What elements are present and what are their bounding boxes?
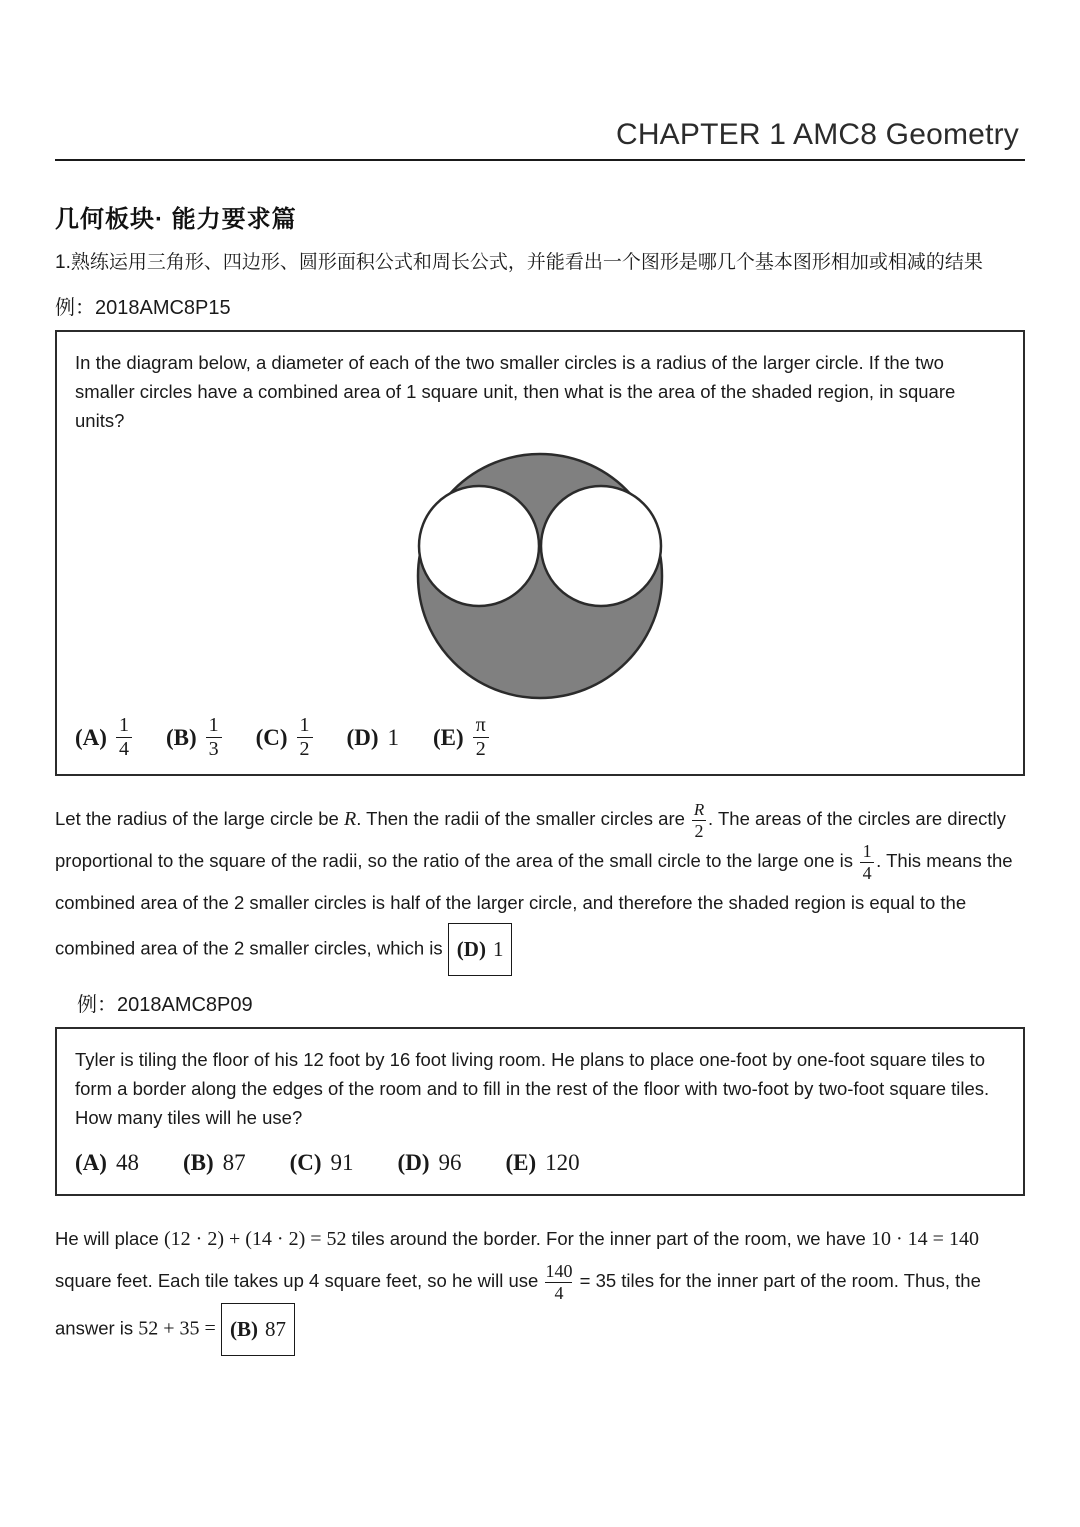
boxed-answer-value: 1 — [492, 936, 504, 961]
choice-e-letter: (E) — [505, 1150, 537, 1176]
choice-e-value: 120 — [545, 1150, 580, 1176]
choice-e-value: $\frac{\pi}{2}$ — [473, 715, 489, 760]
problem-1-choices — [75, 715, 1005, 760]
solution-1-part3: . The areas of the circles are directly proportional to the square of the radii, so the ratio of the area of the small circle to the large one is — [55, 808, 1006, 872]
problem-2-choices — [75, 1150, 1005, 1176]
circles-diagram-svg — [415, 451, 665, 701]
problem-1-boxed-answer — [448, 923, 513, 976]
choice-c-value: $\frac{1}{2}$ — [297, 715, 313, 760]
solution-2-part3: square feet. Each tile takes up 4 square feet, so he will use — [55, 1270, 544, 1292]
problem-2-statement: Tyler is tiling the floor of his 12 foot by 16 foot living room. He plans to place one-foot by one-foot square tiles to form a border along the edges of the room and to fill in the rest of the floor with two-foot by two-foot square tiles. How many tiles will he use? — [75, 1048, 990, 1129]
header-divider — [55, 159, 1025, 161]
solution-1-fraction-r-over-2: $\frac{R}{2}$ — [693, 799, 705, 841]
boxed-answer-value: 87 — [264, 1316, 286, 1341]
solution-2-expr2: 10 · 14 = 140 — [871, 1228, 979, 1251]
choice-a-letter: (A) — [75, 1150, 107, 1176]
choice-c[interactable] — [290, 1150, 354, 1176]
problem-2-box — [55, 1027, 1025, 1197]
problem-2-label: 例：2018AMC8P09 — [77, 993, 253, 1016]
boxed-answer-letter: (D) — [456, 936, 486, 961]
choice-d[interactable] — [398, 1150, 462, 1176]
choice-d-letter: (D) — [346, 724, 379, 750]
problem-1-box — [55, 330, 1025, 777]
choice-b[interactable] — [183, 1150, 246, 1176]
solution-2-part4: = 35 tiles for the inner part of the room. Thus, the answer is — [55, 1270, 981, 1339]
solution-2-fraction-140-over-4: $\frac{140}{4}$ — [545, 1261, 573, 1303]
problem-1-solution — [55, 798, 1025, 975]
solution-2-expr1: (12 · 2) + (14 · 2) = 52 — [164, 1228, 347, 1251]
solution-1-var-R: R — [343, 808, 357, 831]
solution-2-part1: He will place — [55, 1228, 164, 1250]
choice-e-letter: (E) — [432, 724, 464, 750]
problem-1-figure — [75, 451, 1005, 701]
solution-1-part4: . This means the combined area of the 2 smaller circles is half of the larger circle, and therefore the shaded region is equal to the combined area of the 2 smaller circles, which is — [55, 850, 1013, 958]
choice-e[interactable] — [505, 1150, 579, 1176]
problem-2-boxed-answer — [221, 1303, 295, 1356]
choice-c-letter: (C) — [255, 724, 288, 750]
choice-b-value: $\frac{1}{3}$ — [206, 715, 222, 760]
problem-1-label: 例：2018AMC8P15 — [55, 296, 231, 319]
choice-d-value: 1 — [387, 724, 399, 750]
problem-1-statement: In the diagram below, a diameter of each of the two smaller circles is a radius of the larger circle. If the two smaller circles have a combined area of 1 square unit, then what is the area of the shaded region, in square units? — [75, 351, 956, 432]
solution-1-part2: . Then the radii of the smaller circles are — [356, 808, 691, 830]
choice-c[interactable] — [256, 715, 313, 760]
section-requirement: 1.熟练运用三角形、四边形、圆形面积公式和周长公式，并能看出一个图形是哪几个基本图形相加或相减的结果 — [55, 252, 983, 273]
choice-d-letter: (D) — [397, 1150, 430, 1176]
choice-a-value: 48 — [115, 1150, 139, 1176]
page-header — [55, 0, 1025, 161]
choice-b[interactable] — [166, 715, 222, 760]
choice-b-value: 87 — [222, 1150, 246, 1176]
choice-c-letter: (C) — [289, 1150, 322, 1176]
choice-c-value: 91 — [330, 1150, 354, 1176]
solution-1-part1: Let the radius of the large circle be — [55, 808, 344, 830]
solution-2-part2: tiles around the border. For the inner part of the room, we have — [346, 1228, 871, 1250]
choice-e[interactable] — [433, 715, 489, 760]
choice-b-letter: (B) — [182, 1150, 214, 1176]
solution-1-fraction-one-fourth: $\frac{1}{4}$ — [860, 842, 874, 882]
choice-b-letter: (B) — [165, 724, 197, 750]
choice-d[interactable] — [347, 725, 399, 751]
problem-2-solution — [55, 1218, 1025, 1355]
choice-a[interactable] — [75, 1150, 139, 1176]
choice-d-value: 96 — [438, 1150, 462, 1176]
chapter-title: CHAPTER 1 AMC8 Geometry — [615, 118, 1019, 151]
solution-2-expr3: 52 + 35 = — [138, 1317, 216, 1340]
choice-a-value: $\frac{1}{4}$ — [116, 715, 132, 760]
choice-a-letter: (A) — [75, 724, 107, 750]
choice-a[interactable] — [75, 715, 132, 760]
boxed-answer-letter: (B) — [229, 1316, 258, 1341]
section-title: 几何板块· 能力要求篇 — [55, 206, 297, 233]
